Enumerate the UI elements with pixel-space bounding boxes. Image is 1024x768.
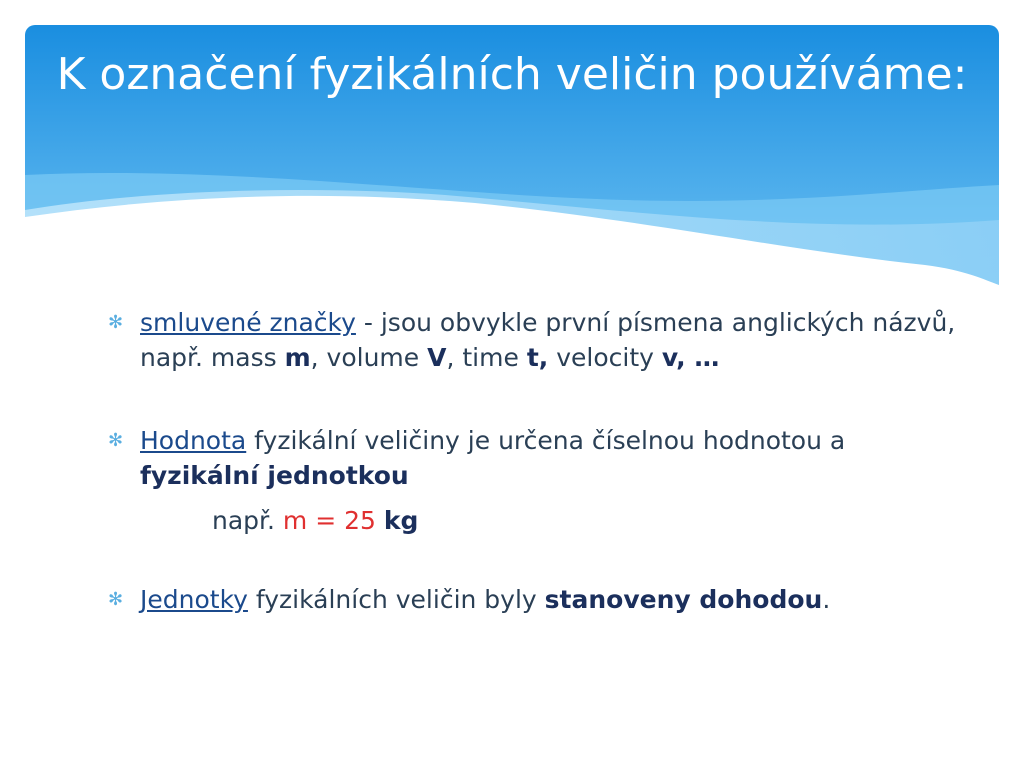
bullet-icon: ✻	[108, 312, 124, 333]
symbol-v: v, …	[661, 343, 720, 372]
term-link: Hodnota	[140, 426, 247, 455]
item-text: fyzikálních veličin byly	[247, 585, 545, 614]
item-text: fyzikální veličiny je určena číselnou hodnotou a	[246, 426, 846, 455]
symbol-m: m	[284, 343, 311, 372]
example-unit: kg	[383, 506, 419, 535]
term-link: smluvené značky	[140, 308, 356, 337]
item-strong-text: fyzikální jednotkou	[140, 461, 409, 490]
item-text: .	[822, 585, 831, 614]
item-text: velocity	[548, 343, 662, 372]
symbol-V: V	[427, 343, 447, 372]
item-text: , time	[446, 343, 527, 372]
list-item	[108, 423, 968, 538]
item-strong-text: stanoveny dohodou	[544, 585, 823, 614]
example-prefix: např.	[212, 506, 283, 535]
item-text: - jsou obvykle první písmena anglických názvů, např. mass	[140, 308, 956, 372]
list-item	[108, 305, 968, 375]
slide-title: K označení fyzikálních veličin používáme:	[56, 49, 968, 100]
bullet-list	[108, 305, 968, 617]
bullet-icon: ✻	[108, 430, 124, 451]
item-text: , volume	[310, 343, 428, 372]
term-link: Jednotky	[140, 585, 248, 614]
bullet-icon: ✻	[108, 589, 124, 610]
example-value: m = 25	[282, 506, 376, 535]
symbol-t: t,	[526, 343, 549, 372]
example-line	[140, 503, 968, 538]
list-item	[108, 582, 968, 617]
